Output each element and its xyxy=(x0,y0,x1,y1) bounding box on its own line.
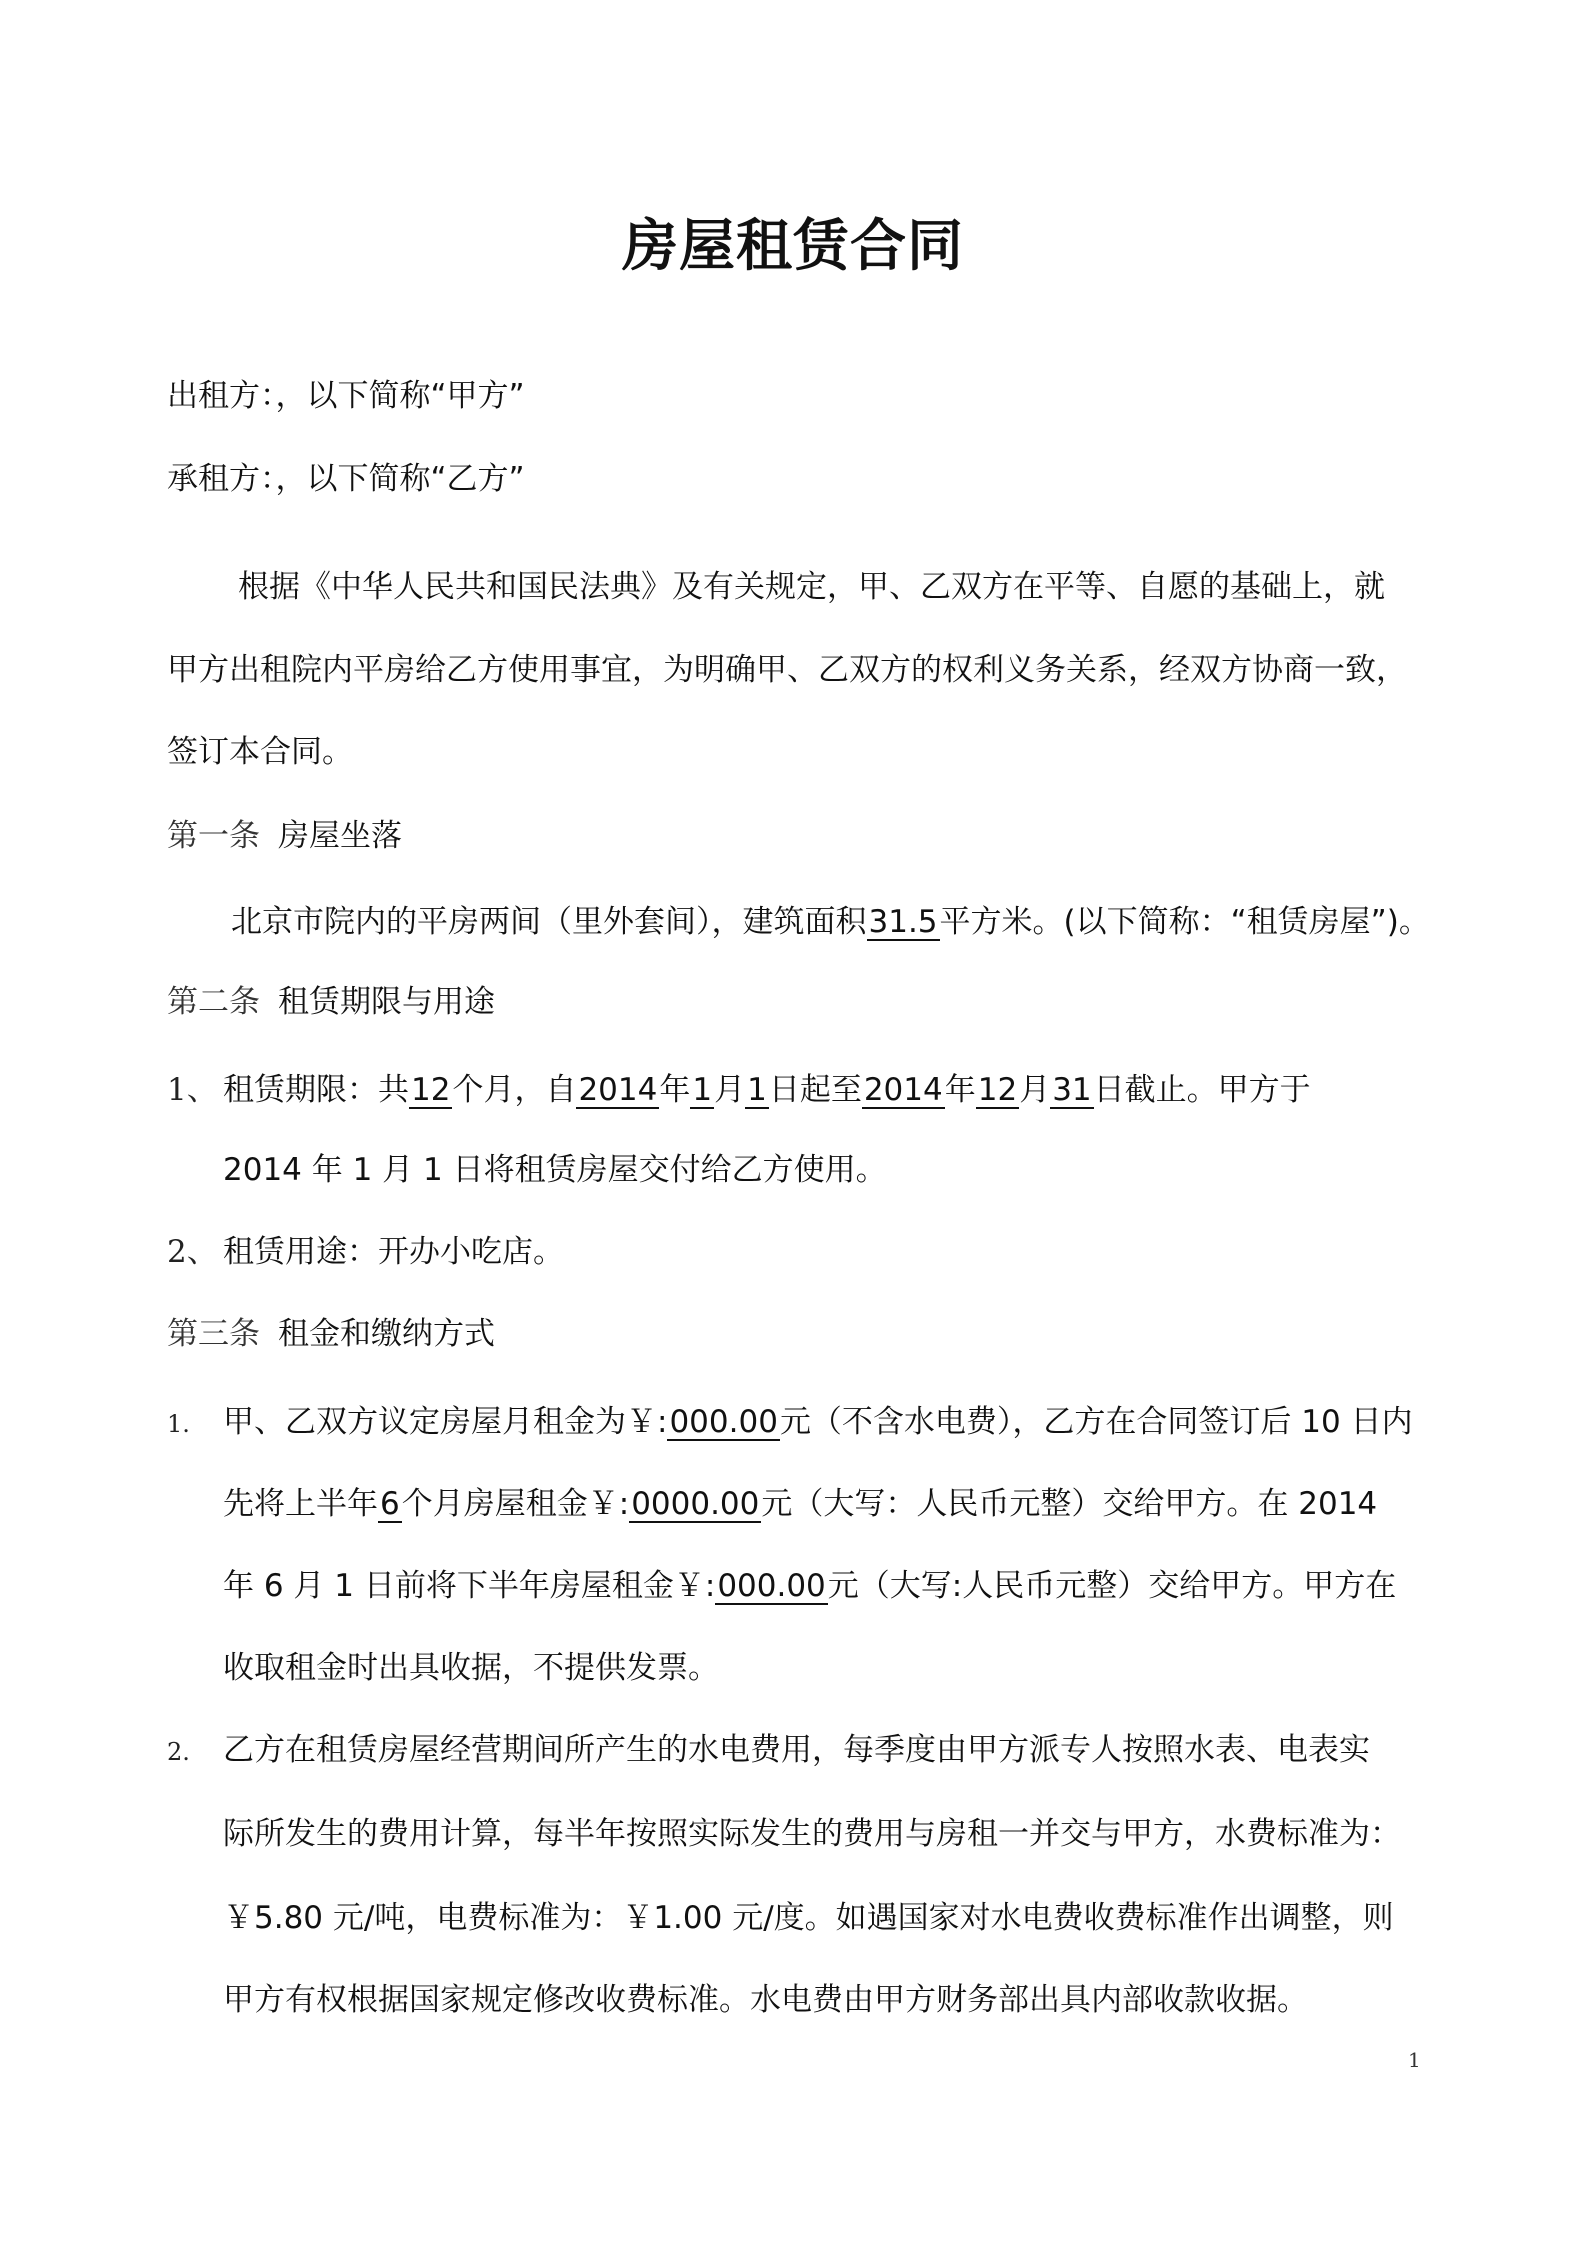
purpose-text: 租赁用途：开办小吃店。 xyxy=(223,1234,564,1270)
page-number: 1 xyxy=(1408,2048,1421,2072)
lease-term-text: 年 xyxy=(659,1072,691,1108)
article-title: 房屋坐落 xyxy=(278,818,402,854)
article-number: 第二条 xyxy=(167,984,260,1020)
article-3-item-2-line-2: 际所发生的费用计算，每半年按照实际发生的费用与房租一并交与甲方，水费标准为： xyxy=(223,1816,1401,1852)
lease-term-text: 月 xyxy=(714,1072,746,1108)
rent-text: 先将上半年 xyxy=(223,1486,378,1522)
lease-term-text: 租赁期限：共 xyxy=(223,1072,409,1108)
lease-term-text: 日起至 xyxy=(768,1072,862,1108)
lessor-line: 出租方：，以下简称“甲方” xyxy=(167,378,525,414)
article-1-text-after: 平方米。(以下简称：“租赁房屋”)。 xyxy=(939,904,1430,940)
lessee-line: 承租方：，以下简称“乙方” xyxy=(167,461,525,497)
article-2-item-2 xyxy=(167,1232,564,1272)
article-3-item-1-line-3 xyxy=(223,1566,1396,1606)
lease-term-text: 个月，自 xyxy=(452,1072,577,1108)
months-field: 12 xyxy=(411,1072,451,1108)
article-3-item-2-line-3: ￥5.80 元/吨，电费标准为：￥1.00 元/度。如遇国家对水电费收费标准作出调整，则 xyxy=(223,1900,1394,1936)
rent-text: 个月房屋租金￥: xyxy=(401,1486,630,1522)
article-3-item-1-line-2 xyxy=(223,1484,1377,1524)
rent-text: 甲、乙双方议定房屋月租金为￥: xyxy=(223,1404,668,1440)
end-year-field: 2014 xyxy=(863,1072,943,1108)
preamble-line-1: 根据《中华人民共和国民法典》及有关规定，甲、乙双方在平等、自愿的基础上，就 xyxy=(238,569,1385,605)
article-3-item-1-line-4: 收取租金时出具收据，不提供发票。 xyxy=(223,1650,719,1686)
first-half-amount-field: 0000.00 xyxy=(631,1486,760,1522)
start-day-field: 1 xyxy=(747,1072,767,1108)
end-day-field: 31 xyxy=(1052,1072,1092,1108)
start-month-field: 1 xyxy=(692,1072,713,1108)
list-number: 1、 xyxy=(167,1072,218,1108)
article-title: 租赁期限与用途 xyxy=(278,984,495,1020)
second-half-amount-field: 000.00 xyxy=(717,1568,826,1604)
monthly-rent-field: 000.00 xyxy=(669,1404,778,1440)
lease-term-text: 日截止。甲方于 xyxy=(1093,1072,1311,1108)
list-number: 1. xyxy=(167,1410,190,1438)
article-1-heading xyxy=(167,816,402,856)
list-number: 2、 xyxy=(167,1234,218,1270)
preamble-line-3: 签订本合同。 xyxy=(167,734,353,770)
rent-text: 年 6 月 1 日前将下半年房屋租金￥: xyxy=(223,1568,716,1604)
rent-text: 元（大写:人民币元整）交给甲方。甲方在 xyxy=(827,1568,1397,1604)
document-title: 房屋租赁合同 xyxy=(622,214,964,279)
article-number: 第一条 xyxy=(167,818,260,854)
article-1-text xyxy=(231,902,1430,942)
list-number: 2. xyxy=(167,1738,190,1766)
first-half-months-field: 6 xyxy=(380,1486,400,1522)
article-title: 租金和缴纳方式 xyxy=(278,1316,495,1352)
end-month-field: 12 xyxy=(977,1072,1018,1108)
start-year-field: 2014 xyxy=(578,1072,658,1108)
lease-term-text: 年 xyxy=(944,1072,976,1108)
article-1-text-before: 北京市院内的平房两间（里外套间），建筑面积 xyxy=(231,904,867,940)
article-3-item-2-line-1 xyxy=(167,1730,1370,1772)
utility-text: 乙方在租赁房屋经营期间所产生的水电费用，每季度由甲方派专人按照水表、电表实 xyxy=(223,1732,1370,1768)
article-3-item-2-line-4: 甲方有权根据国家规定修改收费标准。水电费由甲方财务部出具内部收款收据。 xyxy=(223,1982,1308,2018)
rent-text: 元（大写：人民币元整）交给甲方。在 2014 xyxy=(761,1486,1378,1522)
article-3-item-1-line-1 xyxy=(167,1402,1413,1444)
area-field: 31.5 xyxy=(868,904,938,940)
article-2-item-1 xyxy=(167,1070,1311,1110)
preamble-line-2: 甲方出租院内平房给乙方使用事宜，为明确甲、乙双方的权利义务关系，经双方协商一致， xyxy=(167,652,1407,688)
article-3-heading xyxy=(167,1314,495,1354)
lease-term-text: 月 xyxy=(1019,1072,1051,1108)
article-number: 第三条 xyxy=(167,1316,260,1352)
article-2-item-1-line-2: 2014 年 1 月 1 日将租赁房屋交付给乙方使用。 xyxy=(223,1152,887,1188)
rent-text: 元（不含水电费），乙方在合同签订后 10 日内 xyxy=(779,1404,1413,1440)
article-2-heading xyxy=(167,982,495,1022)
